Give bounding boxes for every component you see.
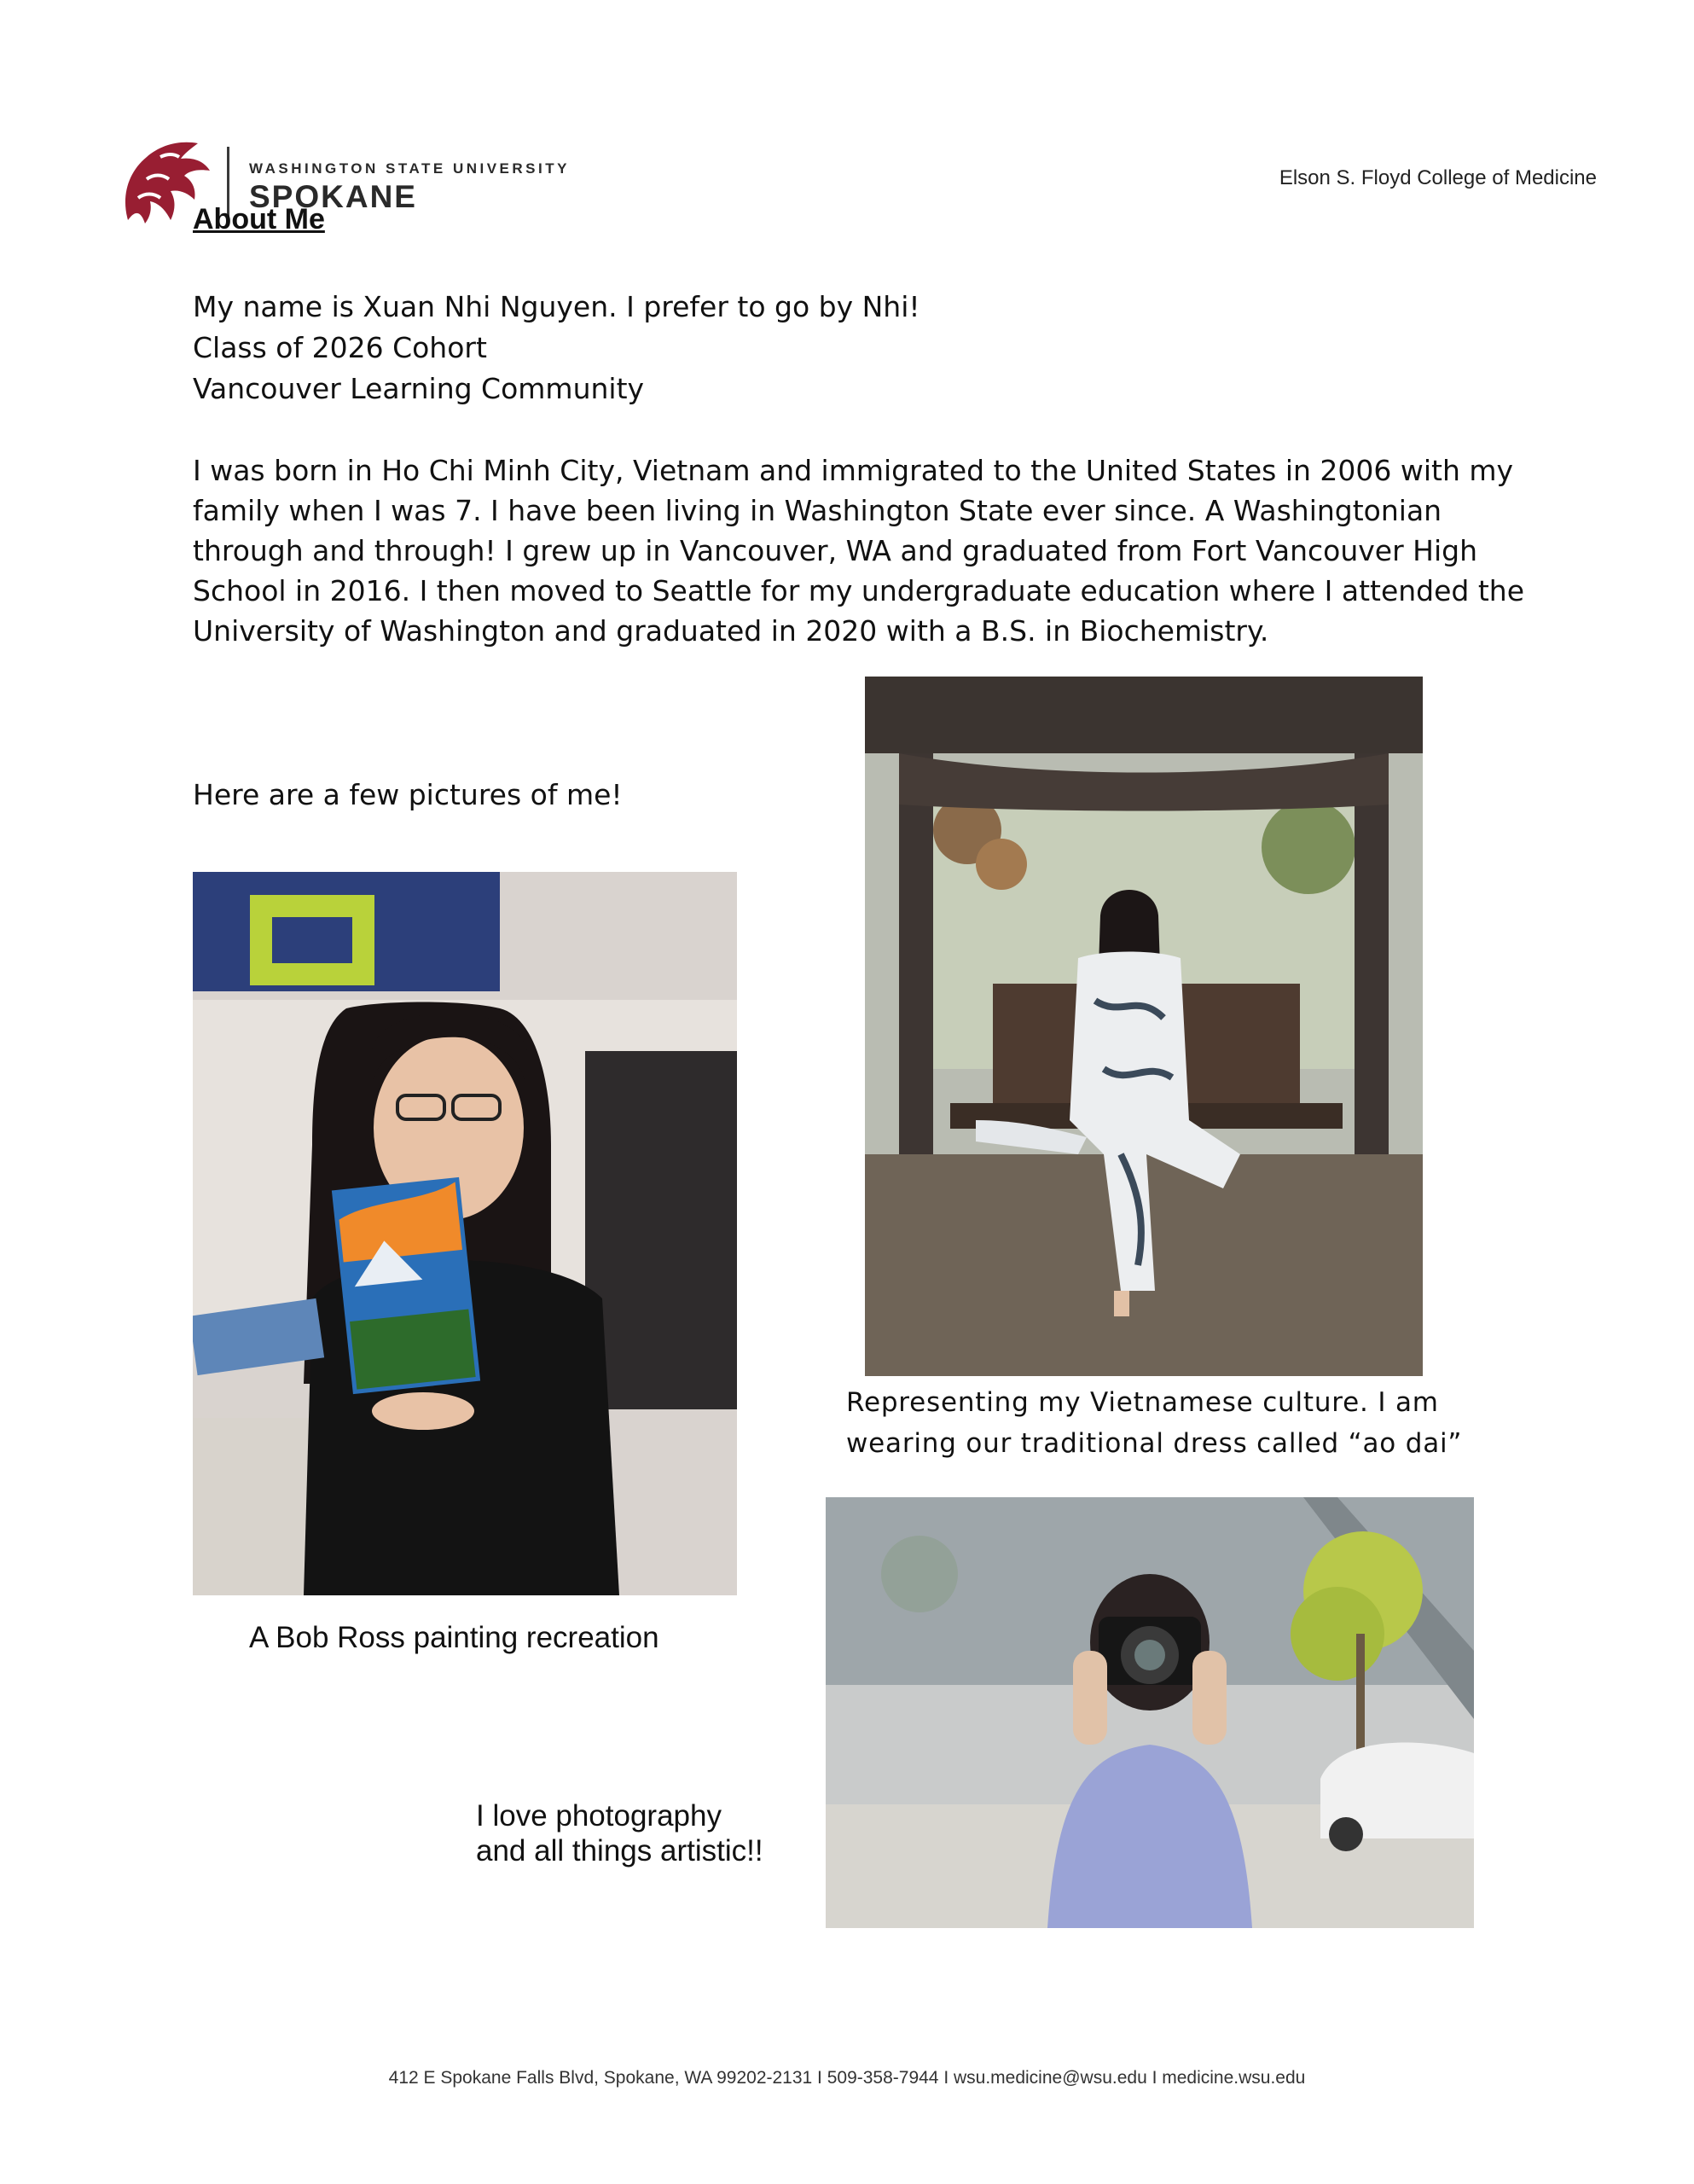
bio-line: I was born in Ho Chi Minh City, Vietnam and immigrated to the United States in 2006 with my [193, 454, 1514, 487]
bio-line: family when I was 7. I have been living in Washington State ever since. A Washingtonian [193, 494, 1442, 527]
bio-paragraph [193, 450, 1523, 651]
caption-line: and all things artistic!! [476, 1834, 763, 1867]
caption-line: I love photography [476, 1799, 722, 1833]
intro-name-line: My name is Xuan Nhi Nguyen. I prefer to go by Nhi! [193, 290, 920, 323]
photography-caption [476, 1798, 763, 1868]
painting-caption: A Bob Ross painting recreation [249, 1621, 659, 1654]
bio-line: through and through! I grew up in Vancouver, WA and graduated from Fort Vancouver High [193, 534, 1477, 567]
college-name: Elson S. Floyd College of Medicine [1279, 166, 1597, 189]
caption-line: wearing our traditional dress called “ao dai” [846, 1428, 1463, 1459]
ao-dai-caption [846, 1382, 1462, 1464]
bio-line: School in 2016. I then moved to Seattle for my undergraduate education where I attended the [193, 574, 1525, 607]
bio-line: University of Washington and graduated in 2020 with a B.S. in Biochemistry. [193, 614, 1269, 648]
painting-photo [193, 872, 737, 1595]
caption-line: Representing my Vietnamese culture. I am [846, 1387, 1439, 1418]
about-me-heading: About Me [193, 203, 325, 235]
footer-contact-line: 412 E Spokane Falls Blvd, Spokane, WA 99202-2131 I 509-358-7944 I wsu.medicine@wsu.edu I medicine.wsu.edu [388, 2068, 1306, 2088]
pictures-intro-text: Here are a few pictures of me! [193, 778, 623, 811]
logo-university-text: WASHINGTON STATE UNIVERSITY [249, 160, 570, 177]
ao-dai-photo [865, 677, 1423, 1376]
photography-photo [826, 1497, 1474, 1928]
intro-class-line: Class of 2026 Cohort [193, 331, 487, 364]
intro-community-line: Vancouver Learning Community [193, 372, 645, 405]
logo-campus-text: SPOKANE [249, 179, 417, 214]
